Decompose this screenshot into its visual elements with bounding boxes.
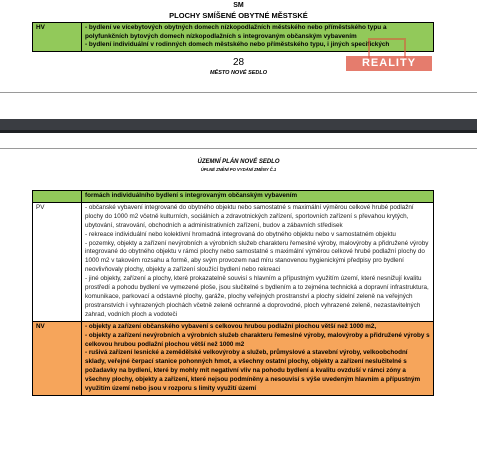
table-row [33, 191, 434, 203]
row-code: HV [33, 23, 82, 52]
row-description [82, 321, 434, 395]
description-line: - bydlení individuální v rodinných domech městského nebo příměstského typu, i jiných specifických [85, 41, 390, 49]
document-page-bottom [0, 149, 477, 468]
watermark-frame-icon [368, 38, 406, 58]
row-code: PV [33, 202, 82, 321]
row-code-empty [33, 191, 82, 203]
watermark-label: REALITY [346, 56, 432, 71]
watermark-logo [346, 38, 432, 72]
description-paragraph: - rušivá zařízení lesnické a zemědělské velkovýroby a služeb, průmyslové a stavební výroby, velkoobchodní sklady, veřejné čerpací stanice pohonných hmot, a všechny ostatní plochy, objekty a zařízení neslučitelné s požadavky na bydlení, které by mohly mít negativní vliv na pohodu bydlení a kvalitu ovzduší v rámci zóny a všechny plochy, objekty a zařízení, které nejsou podmíněny a nesouvisí s výše uvedeným hlavním a přípustným využitím území nebo jsou v rozporu s limity využití území [85, 349, 421, 393]
description-paragraph: - občanské vybavení integrované do obytného objektu nebo samostatné s maximální výměrou celkové hrubé podlažní plochy do 1000 m2 včetně kulturních, sociálních a zdravotnických zařízení, sportovních zařízení s převahou krytých, ubytování, stravování, obchodních a administrativních zařízení, budov a zábavních středisek [85, 203, 414, 229]
row-description [82, 202, 434, 321]
page-gap [0, 93, 477, 119]
document-subtitle: ÚPLNÉ ZNĚNÍ PO VYDÁNÍ ZMĚNY Č.1 [200, 167, 277, 172]
dark-separator-band [0, 119, 477, 130]
dark-separator-shadow [0, 130, 477, 133]
page-footer: MĚSTO NOVÉ SEDLO [209, 70, 268, 76]
description-paragraph: - jiné objekty, zařízení a plochy, které prokazatelně souvisí s hlavním a přípustným využitím území, které nesnižují kvalitu prostředí a pohodu bydlení ve vymezené ploše, jsou slučitelné s bydlením a to zejména technická a dopravní infrastruktura, komunikace, parkovací a odstavné plochy, garáže, plochy veřejných prostranství a plochy sídelní zeleně na veřejných prostranstvích i vyhrazených plochách včetně zeleně ochranné a doprovodné, ploch vyhrazené zeleně, nezastavitelných zahrad, vodních ploch a vodoteči [85, 275, 429, 318]
document-title: ÚZEMNÍ PLÁN NOVÉ SEDLO [197, 159, 280, 165]
table-row [33, 202, 434, 321]
table-row [33, 321, 434, 395]
description-paragraph: - objekty a zařízení občanského vybavení s celkovou hrubou podlažní plochou větší než 1000 m2, [85, 322, 377, 330]
description-paragraph: - objekty a zařízení nevýrobních a výrobních služeb charakteru řemeslné výroby, malovýroby a přidružené výroby s celkovou hrubou podlažní plochou větší než 1000 m2 [85, 331, 430, 348]
description-line: - bydlení ve vícebytových obytných domech nízkopodlažních městského nebo příměstského typu a polyfunkčních bytových domech nízkopodlažních s integrovaným občanským vybavením [85, 24, 387, 40]
row-code: NV [33, 321, 82, 395]
document-page-top [0, 0, 477, 92]
row-description: formách individuálního bydlení s integrovaným občanským vybavením [82, 191, 434, 203]
section-code: SM [233, 2, 244, 9]
page-number: 28 [232, 57, 245, 68]
zoning-table-bottom [32, 190, 434, 396]
section-title: PLOCHY SMÍŠENÉ OBYTNÉ MĚSTSKÉ [169, 11, 308, 20]
description-paragraph: - pozemky, objekty a zařízení nevýrobních a výrobních služeb charakteru řemeslné výroby, malovýroby a přidružené výroby integrované do obytného objektu v rámci plochy nebo samostatné s maximální výměrou celkové hrubé podlažní plochy do 1000 m2 v takovém rozsahu a formě, aby svým provozem nad míru stanovenou hygienickými předpisy pro bydlení neovlivňovaly plochy, objekty a zařízení sloužící bydlení nebo rekreaci [85, 239, 429, 274]
description-paragraph: - rekreace individuální nebo kolektivní hromadná integrovaná do obytného objektu nebo v samostatném objektu [85, 230, 396, 238]
